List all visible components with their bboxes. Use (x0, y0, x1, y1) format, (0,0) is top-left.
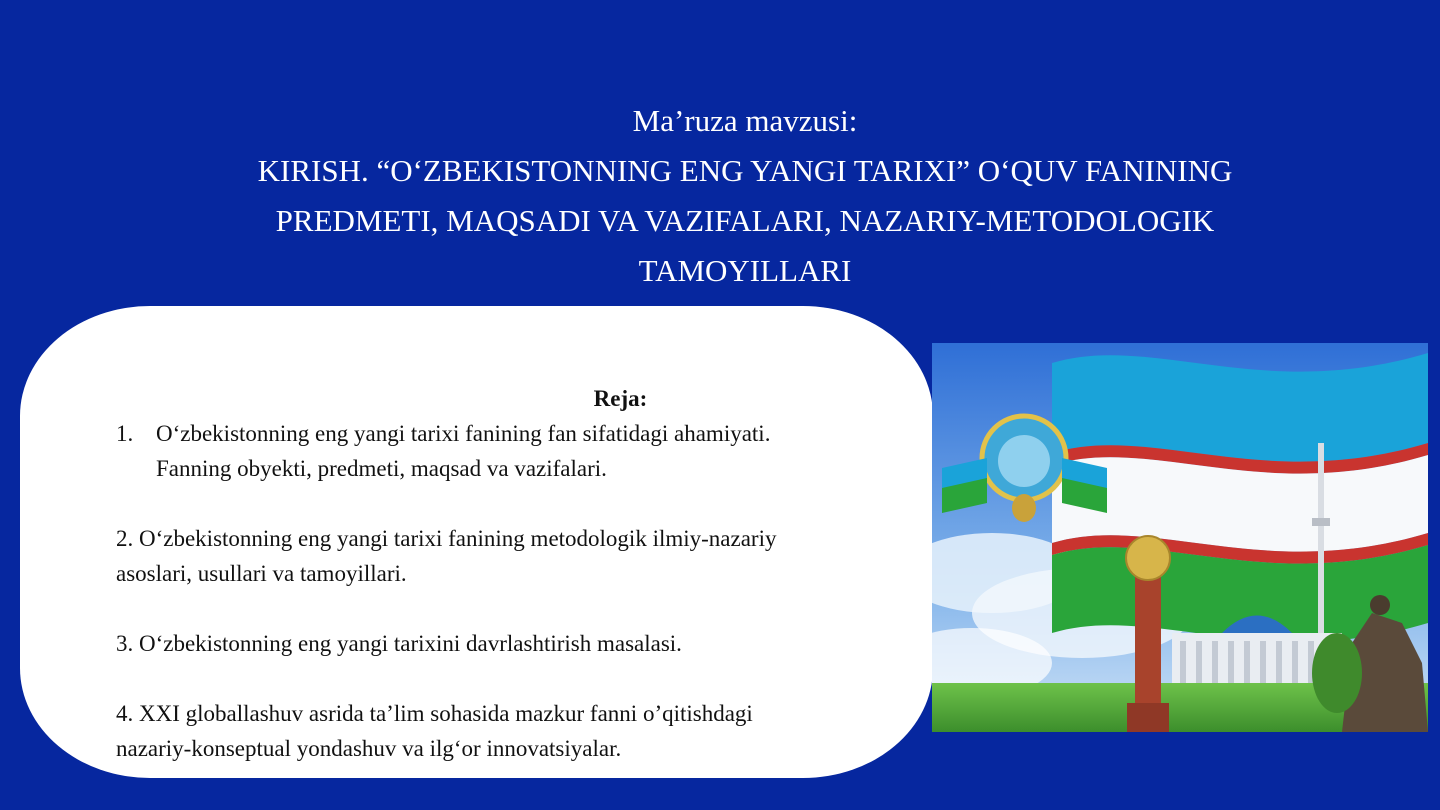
list-item-text: Fanning obyekti, predmeti, maqsad va vazifalari. (156, 456, 607, 481)
plan-heading: Reja: (593, 386, 648, 411)
list-item: 4. XXI globallashuv asrida ta’lim sohasida mazkur fanni o’qitishdagi (116, 701, 753, 726)
list-item: nazariy-konseptual yondashuv va ilg‘or innovatsiyalar. (116, 736, 622, 761)
plan-text (116, 381, 946, 766)
list-item-text: O‘zbekistonning eng yangi tarixi fanining fan sifatidagi ahamiyati. (156, 421, 771, 446)
title-line-3: PREDMETI, MAQSADI VA VAZIFALARI, NAZARIY-METODOLOGIK (275, 203, 1215, 238)
list-item (116, 451, 946, 486)
list-number: 1. (116, 421, 134, 446)
title-line-4: TAMOYILLARI (638, 253, 852, 288)
title-line-1: Ma’ruza mavzusi: (632, 103, 858, 138)
title-line-2: KIRISH. “O‘ZBEKISTONNING ENG YANGI TARIXI” O‘QUV FANINING (257, 153, 1233, 188)
list-item (116, 416, 946, 451)
slide-title (150, 96, 1340, 296)
list-item: 3. O‘zbekistonning eng yangi tarixini davrlashtirish masalasi. (116, 631, 682, 656)
uzbekistan-collage-image (932, 343, 1428, 732)
list-item: asoslari, usullari va tamoyillari. (116, 561, 407, 586)
list-item: 2. O‘zbekistonning eng yangi tarixi fanining metodologik ilmiy-nazariy (116, 526, 777, 551)
